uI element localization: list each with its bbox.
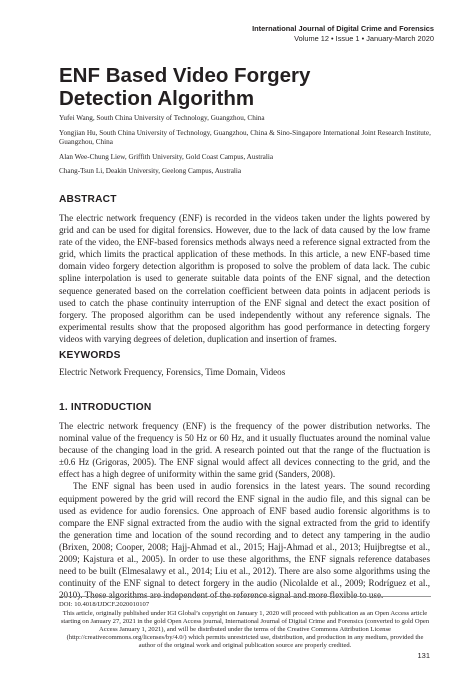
journal-header	[252, 24, 434, 44]
author-affiliation: Yongjian Hu, South China University of Technology, Guangzhou, China & Sino-Singapore International Joint Research Institute, Guangzhou, China	[59, 128, 431, 146]
introduction-heading: 1. INTRODUCTION	[59, 402, 152, 413]
keywords-text: Electric Network Frequency, Forensics, Time Domain, Videos	[59, 367, 286, 377]
abstract-heading: ABSTRACT	[59, 194, 117, 205]
introduction-body	[59, 420, 430, 601]
author-list	[59, 114, 431, 182]
author-affiliation: Chang-Tsun Li, Deakin University, Geelong Campus, Australia	[59, 167, 242, 176]
title-line-2: Detection Algorithm	[59, 87, 255, 110]
journal-title: International Journal of Digital Crime and Forensics	[252, 24, 434, 33]
title-line-1: ENF Based Video Forgery	[59, 64, 311, 87]
license-note: This article, originally published under IGI Global’s copyright on January 1, 2020 will proceed with publication as an Open Access article starting on January 27, 2021 in the gold Open Access journal, International Journal of Digital Crime and Forensics (converted to gold Open Access January 1, 2021), and will be distributed under the terms of the Creative Commons Attribution License (http://creativecommons.org/licenses/by/4.0/) which permits unrestricted use, distribution, and production in any medium, provided the author of the original work and original publication source are properly credited.	[60, 610, 430, 650]
page-number: 131	[417, 651, 430, 660]
paper-title	[59, 64, 419, 110]
footer-divider	[59, 596, 431, 597]
footnote	[59, 601, 431, 651]
doi-line: DOI: 10.4018/IJDCF.2020010107	[59, 601, 150, 608]
author-affiliation: Alan Wee-Chung Liew, Griffith University, Gold Coast Campus, Australia	[59, 152, 274, 161]
author-affiliation: Yufei Wang, South China University of Technology, Guangzhou, China	[59, 114, 265, 122]
keywords-heading: KEYWORDS	[59, 350, 121, 361]
issue-line: Volume 12 • Issue 1 • January-March 2020	[294, 34, 434, 43]
intro-paragraph-1: The electric network frequency (ENF) is the frequency of the power distribution networks. The nominal value of the frequency is 50 Hz or 60 Hz, and it usually fluctuates around the nominal value because of the changing load in the grid. A research pointed out that the range of the fluctuation is ±0.6 Hz (Grigoras, 2005). The ENF signal would affect all devices connecting to the grid, and the effect has a high degree of uniformity within the same grid (Sanders, 2008).	[59, 421, 430, 480]
abstract-text: The electric network frequency (ENF) is recorded in the videos taken under the lights powered by grid and can be used for digital forensics. However, due to the lack of data caused by the low frame rate of the video, the ENF-based forensics methods always need a reference signal extracted from the grid, which limits the practical application of these methods. In this article, a new ENF-based time domain video forgery detection algorithm is proposed to solve the problem of data lack. The cubic spline interpolation is used to generate suitable data points of the ENF signal, and the detection sequence generated based on the correlation coefficient between data points in adjacent periods is used to catch the phase continuity interruption of the ENF signal and detect the exact position of forgery. The proposed algorithm can be used independently without any reference signals. The experimental results show that the proposed algorithm has good performance in detecting forgery videos with varying degrees of deletion, duplication and insertion of frames.	[59, 213, 430, 344]
intro-paragraph-2: The ENF signal has been used in audio forensics in the latest years. The sound recording equipment powered by the grid will record the ENF signal in the audio file, and this signal can be used as evidence for audio forensics. One approach of ENF based audio forensic algorithms is to compare the ENF signal extracted from the audio with the signal extracted from the grid to identify the generation time and location of the sound recording and to detect any tampering in the audio (Brixen, 2008; Cooper, 2008; Hajj-Ahmad et al., 2015; Hajj-Ahmad et al., 2013; Huijbregtse et al., 2009; Kajstura et al., 2005). In order to use these algorithms, the ENF signals reference databases need to be built (Elmesalawy et al., 2014; Liu et al., 2012). There are also some algorithms using the continuity of the ENF signal to detect forgery in the audio (Nicolalde et al., 2009; Rodríguez et al., 2010). These algorithms are independent of the reference signal and more flexible to use.	[59, 481, 430, 601]
